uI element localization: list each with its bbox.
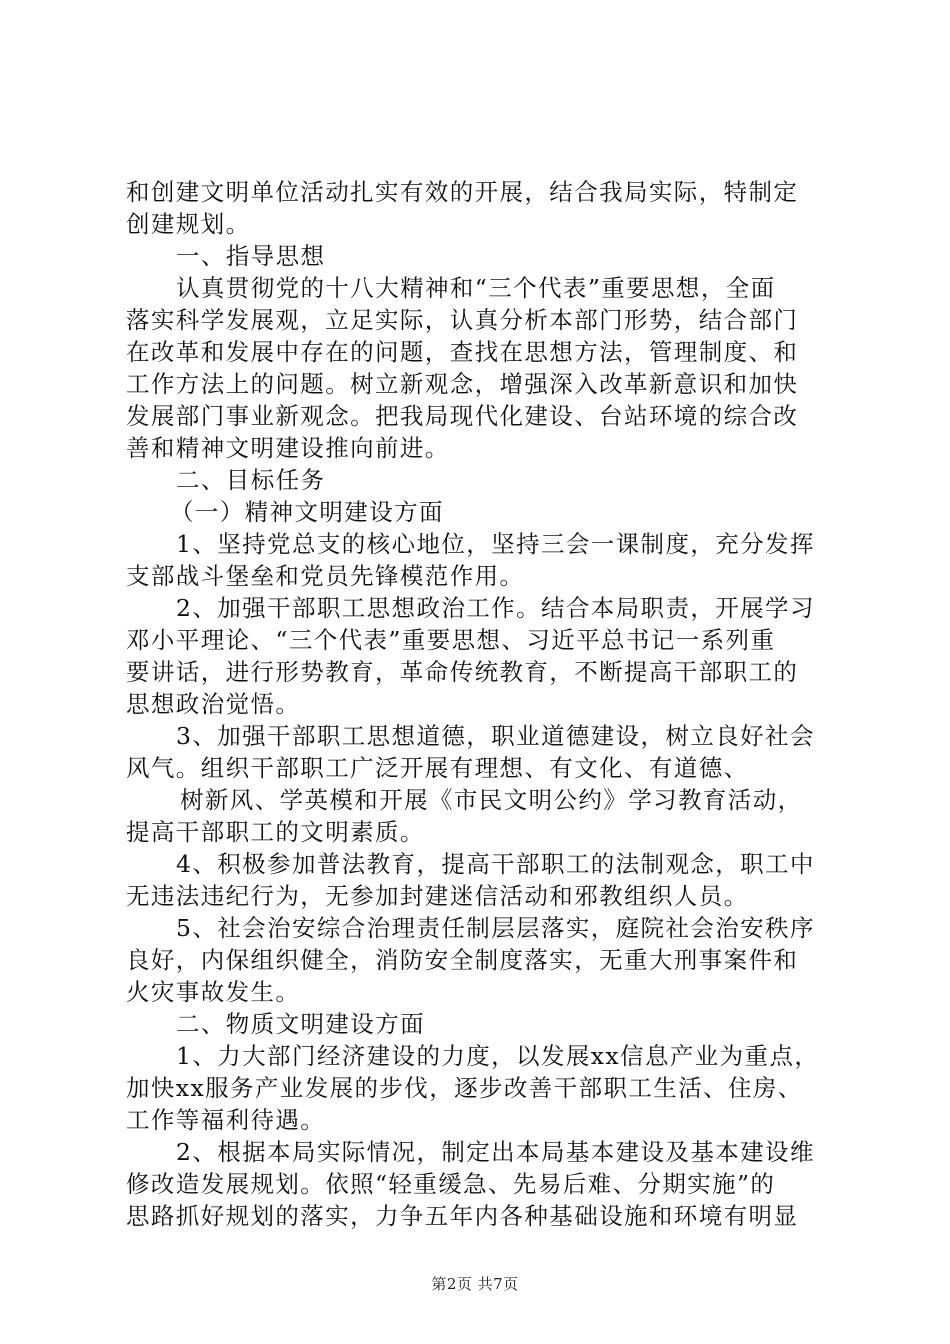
text-line: 加快xx服务产业发展的步伐，逐步改善干部职工生活、住房、 bbox=[126, 1074, 803, 1102]
section-heading: 一、指导思想 bbox=[176, 242, 326, 270]
text-line: 修改造发展规划。依照“轻重缓急、先易后难、分期实施”的 bbox=[126, 1170, 776, 1198]
text-line: 3、加强干部职工思想道德，职业道德建设，树立良好社会 bbox=[176, 722, 815, 750]
page-number-footer: 第2页 共7页 bbox=[431, 1275, 519, 1293]
text-line: 思路抓好规划的落实，力争五年内各种基础设施和环境有明显 bbox=[126, 1202, 799, 1230]
text-line: 落实科学发展观，立足实际，认真分析本部门形势，结合部门 bbox=[126, 306, 799, 334]
text-line: 在改革和发展中存在的问题，查找在思想方法，管理制度、和 bbox=[126, 338, 799, 366]
text-line: 和创建文明单位活动扎实有效的开展，结合我局实际，特制定 bbox=[126, 178, 799, 206]
text-line: 工作等福利待遇。 bbox=[126, 1106, 326, 1134]
text-line: 工作方法上的问题。树立新观念，增强深入改革新意识和加快 bbox=[126, 370, 799, 398]
text-line: 风气。组织干部职工广泛开展有理想、有文化、有道德、 bbox=[126, 754, 749, 782]
text-line: 良好，内保组织健全，消防安全制度落实，无重大刑事案件和 bbox=[126, 946, 799, 974]
text-line: 2、根据本局实际情况，制定出本局基本建设及基本建设维 bbox=[176, 1138, 815, 1166]
text-line: 邓小平理论、“三个代表”重要思想、习近平总书记一系列重 bbox=[126, 626, 776, 654]
text-line: 支部战斗堡垒和党员先锋模范作用。 bbox=[126, 562, 525, 590]
text-line: 1、力大部门经济建设的力度，以发展xx信息产业为重点， bbox=[176, 1042, 820, 1070]
text-line: 1、坚持党总支的核心地位，坚持三会一课制度，充分发挥 bbox=[176, 530, 815, 558]
text-line: 无违法违纪行为，无参加封建迷信活动和邪教组织人员。 bbox=[126, 882, 749, 910]
text-line: 4、积极参加普法教育，提高干部职工的法制观念，职工中 bbox=[176, 850, 815, 878]
text-line: 要讲话，进行形势教育，革命传统教育，不断提高干部职工的 bbox=[126, 658, 799, 686]
subsection-heading: （一）精神文明建设方面 bbox=[170, 498, 444, 526]
text-line: 提高干部职工的文明素质。 bbox=[126, 818, 425, 846]
text-line: 创建规划。 bbox=[126, 210, 251, 238]
section-heading: 二、目标任务 bbox=[176, 466, 326, 494]
section-heading: 二、物质文明建设方面 bbox=[176, 1010, 425, 1038]
text-line: 认真贯彻党的十八大精神和“三个代表”重要思想，全面 bbox=[176, 274, 776, 302]
text-line: 2、加强干部职工思想政治工作。结合本局职责，开展学习 bbox=[176, 594, 815, 622]
text-line: 火灾事故发生。 bbox=[126, 978, 301, 1006]
text-line: 思想政治觉悟。 bbox=[126, 690, 301, 718]
text-line: 善和精神文明建设推向前进。 bbox=[126, 434, 450, 462]
text-line: 5、社会治安综合治理责任制层层落实，庭院社会治安秩序 bbox=[176, 914, 815, 942]
text-line: 发展部门事业新观念。把我局现代化建设、台站环境的综合改 bbox=[126, 402, 799, 430]
text-line: 树新风、学英模和开展《市民文明公约》学习教育活动， bbox=[180, 786, 803, 814]
